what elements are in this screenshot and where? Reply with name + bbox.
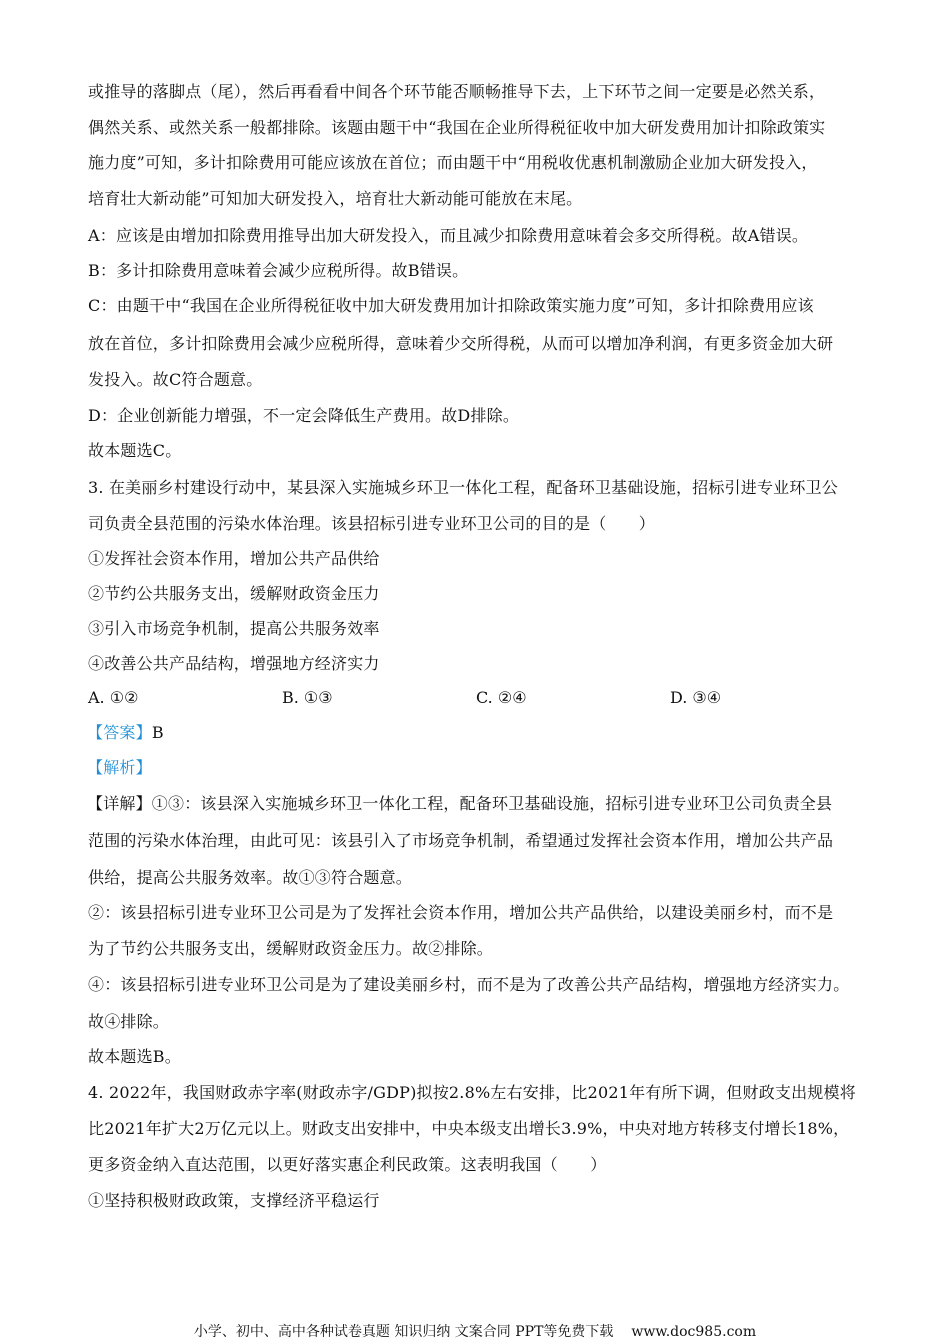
detail-line: 故本题选B。 bbox=[88, 1047, 181, 1066]
paragraph-line: 偶然关系、或然关系一般都排除。该题由题干中“我国在企业所得税征收中加大研发费用加计扣除政策实 bbox=[88, 118, 826, 137]
detail-line: 【详解】①③：该县深入实施城乡环卫一体化工程，配备环卫基础设施，招标引进专业环卫公司负责全县 bbox=[87, 794, 833, 813]
answer-tag: 【答案】 bbox=[87, 723, 152, 742]
option-d: D. ③④ bbox=[670, 688, 722, 707]
footer-text: 小学、初中、高中各种试卷真题 知识归纳 文案合同 PPT等免费下载 bbox=[193, 1324, 614, 1340]
paragraph-line: 施力度”可知，多计扣除费用可能应该放在首位；而由题干中“用税收优惠机制激励企业加大研发投入， bbox=[88, 153, 818, 172]
answer-line bbox=[87, 723, 164, 743]
question-4-item: ①坚持积极财政政策，支撑经济平稳运行 bbox=[88, 1191, 380, 1210]
detail-line: 供给，提高公共服务效率。故①③符合题意。 bbox=[88, 868, 413, 887]
answer-value: B bbox=[151, 723, 164, 742]
detail-line: ④：该县招标引进专业环卫公司是为了建设美丽乡村，而不是为了改善公共产品结构，增强地方经济实力。 bbox=[88, 975, 850, 994]
option-analysis-c: C：由题干中“我国在企业所得税征收中加大研发费用加计扣除政策实施力度”可知，多计扣除费用应该 bbox=[88, 296, 814, 315]
detail-line: ②：该县招标引进专业环卫公司是为了发挥社会资本作用，增加公共产品供给，以建设美丽乡村，而不是 bbox=[88, 903, 834, 922]
question-4-stem: 比2021年扩大2万亿元以上。财政支出安排中，中央本级支出增长3.9%，中央对地方转移支付增长18%， bbox=[88, 1119, 850, 1138]
detail-line: 为了节约公共服务支出，缓解财政资金压力。故②排除。 bbox=[88, 939, 494, 958]
question-4-stem: 更多资金纳入直达范围，以更好落实惠企利民政策。这表明我国（ ） bbox=[88, 1155, 607, 1174]
option-analysis-b: B：多计扣除费用意味着会减少应税所得。故B错误。 bbox=[88, 261, 469, 280]
detail-line: 故④排除。 bbox=[88, 1012, 170, 1031]
analysis-tag: 【解析】 bbox=[87, 758, 152, 777]
analysis-line bbox=[87, 758, 152, 778]
option-analysis-d: D：企业创新能力增强，不一定会降低生产费用。故D排除。 bbox=[88, 406, 520, 425]
option-b: B. ①③ bbox=[282, 688, 333, 707]
question-3-item: ①发挥社会资本作用，增加公共产品供给 bbox=[88, 549, 380, 568]
option-analysis-c: 放在首位，多计扣除费用会减少应税所得，意味着少交所得税，从而可以增加净利润，有更多资金加大研 bbox=[88, 334, 834, 353]
page-footer bbox=[0, 1322, 950, 1342]
detail-line: 范围的污染水体治理，由此可见：该县引入了市场竞争机制，希望通过发挥社会资本作用，增加公共产品 bbox=[88, 831, 834, 850]
footer-site-link[interactable]: www.doc985.com bbox=[631, 1324, 757, 1340]
question-3-stem: 司负责全县范围的污染水体治理。该县招标引进专业环卫公司的目的是（ ） bbox=[88, 514, 656, 533]
option-analysis-c: 发投入。故C符合题意。 bbox=[88, 370, 263, 389]
paragraph-line: 培育壮大新动能”可知加大研发投入，培育壮大新动能可能放在末尾。 bbox=[88, 189, 583, 208]
question-4-stem: 4. 2022年，我国财政赤字率(财政赤字/GDP)拟按2.8%左右安排，比2021年有所下调，但财政支出规模将 bbox=[88, 1083, 856, 1102]
question-3-item: ④改善公共产品结构，增强地方经济实力 bbox=[88, 654, 380, 673]
option-c: C. ②④ bbox=[476, 688, 527, 707]
question-3-item: ②节约公共服务支出，缓解财政资金压力 bbox=[88, 584, 380, 603]
paragraph-line: 或推导的落脚点（尾），然后再看看中间各个环节能否顺畅推导下去，上下环节之间一定要是必然关系， bbox=[88, 82, 826, 101]
conclusion: 故本题选C。 bbox=[88, 441, 182, 460]
option-analysis-a: A：应该是由增加扣除费用推导出加大研发投入，而且减少扣除费用意味着会多交所得税。故A错误。 bbox=[88, 226, 809, 245]
question-3-item: ③引入市场竞争机制，提高公共服务效率 bbox=[88, 619, 380, 638]
question-3-stem: 3. 在美丽乡村建设行动中，某县深入实施城乡环卫一体化工程，配备环卫基础设施，招标引进专业环卫公 bbox=[88, 478, 838, 497]
option-a: A. ①② bbox=[88, 688, 139, 707]
